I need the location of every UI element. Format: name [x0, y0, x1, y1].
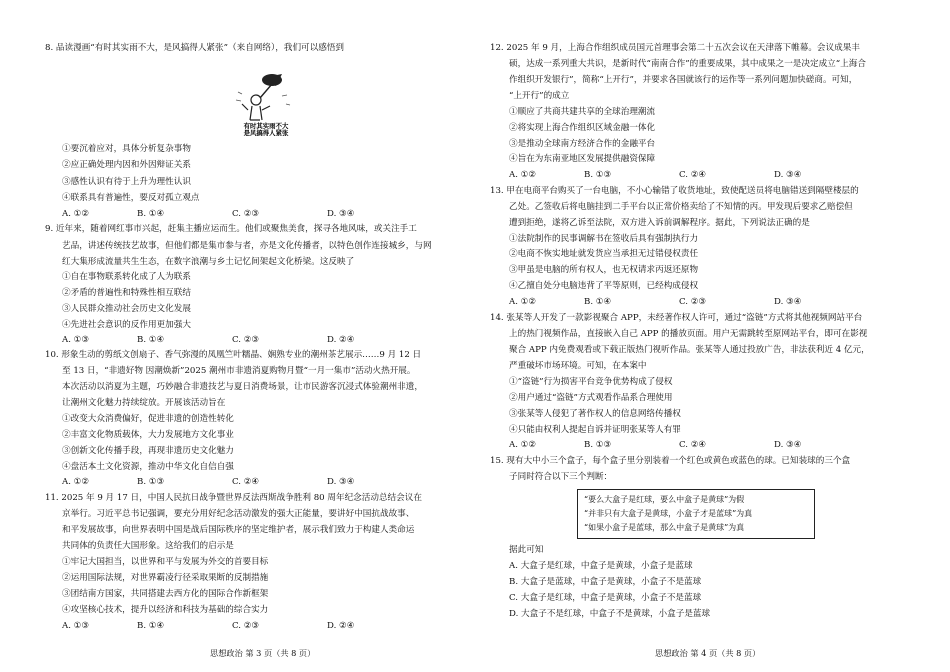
q11-item-4: ④攻坚核心技术，提升以经济和科技为基础的综合实力 [62, 605, 269, 615]
q11-stem-line4: 共同体的负责任大国形象。这给我们的启示是 [62, 541, 234, 551]
q15-conditions-box [577, 489, 815, 539]
q14-item-2: ②用户通过“盗链”方式观看作品系合理使用 [509, 393, 673, 403]
q12-item-2: ②将实现上海合作组织区域金融一体化 [509, 123, 656, 133]
q15-option-a[interactable]: A. 大盒子是红球，中盒子是黄球，小盒子是蓝球 [509, 561, 693, 571]
q13-stem-line2: 乙处。乙签收后将电脑挂到二手平台以正常价格卖给了不知情的丙。甲发现后要求乙赔偿但 [509, 202, 853, 212]
q9-item-3: ③人民群众推动社会历史文化发展 [62, 304, 191, 314]
q9-item-4: ④先进社会意识的反作用更加强大 [62, 320, 191, 330]
q13-option-b[interactable]: B. ①④ [584, 297, 612, 307]
q8-option-a[interactable]: A. ①② [62, 209, 90, 219]
q10-stem-line1: 10. 形象生动的剪纸文创扇子、香气弥漫的凤凰竺叶糯晶、娴熟专业的潮州茶艺展示……9 月 12 日 [45, 350, 422, 360]
q15-condition-2: “并非只有大盒子是黄球，小盒子才是蓝球”为真 [584, 509, 753, 518]
q12-option-c[interactable]: C. ②④ [679, 170, 707, 180]
q13-item-4: ④乙擅自处分电脑违背了平等原则，已经构成侵权 [509, 281, 699, 291]
q10-item-1: ①改变大众消费偏好，促进非遗的创造性转化 [62, 414, 234, 424]
q8-option-c[interactable]: C. ②③ [232, 209, 260, 219]
q14-stem-line2: 上的热门视频作品，直接嵌入自己 APP 的播放页面。用户无需跳转至原网站平台，即可在影视 [509, 329, 868, 339]
cartoon-caption-line1: 有时其实雨不大 [243, 122, 289, 130]
q8-item-2: ②应正确处理内因和外因辩证关系 [62, 160, 191, 170]
q12-stem-line4: “上开行”的成立 [509, 91, 570, 101]
q14-item-4: ④只能由权利人提起自诉并证明张某等人有罪 [509, 425, 681, 435]
q9-stem-line2: 艺品，讲述传统技艺故事，但他们都是集市参与者，亦是文化传播者，以特色创作连接城乡，与网 [62, 241, 432, 251]
q9-item-1: ①自在事物联系转化成了人为联系 [62, 272, 191, 282]
q8-item-4: ④联系具有普遍性，要反对孤立观点 [62, 193, 200, 203]
q11-stem-line2: 京举行。习近平总书记强调，要充分用好纪念活动激发的强大正能量，要讲好中国抗战故事、 [62, 509, 415, 519]
q10-option-c[interactable]: C. ②④ [232, 477, 260, 487]
q15-option-d[interactable]: D. 大盒子不是红球，中盒子不是黄球，小盒子是蓝球 [509, 609, 711, 619]
cartoon-caption-line2: 是风搞得人紧张 [243, 129, 289, 136]
q15-option-c[interactable]: C. 大盒子是红球，中盒子是黄球，小盒子不是蓝球 [509, 593, 702, 603]
q11-item-1: ①牢记大国担当，以世界和平与发展为外交的首要目标 [62, 557, 269, 567]
q12-option-d[interactable]: D. ③④ [774, 170, 802, 180]
q10-option-d[interactable]: D. ③④ [327, 477, 355, 487]
q14-option-a[interactable]: A. ①② [509, 440, 537, 450]
q15-option-b[interactable]: B. 大盒子是蓝球，中盒子是黄球，小盒子不是蓝球 [509, 577, 702, 587]
q14-option-b[interactable]: B. ①③ [584, 440, 612, 450]
q10-item-4: ④盘活本土文化资源，推动中华文化自信自强 [62, 462, 234, 472]
q14-stem-line4: 严重破坏市场环境。可知，在本案中 [509, 361, 647, 371]
q11-stem-line1: 11. 2025 年 9 月 17 日，中国人民抗日战争暨世界反法西斯战争胜利 80 周年纪念活动总结会议在 [45, 493, 422, 503]
q13-item-1: ①法院制作的民事调解书在签收后具有强制执行力 [509, 234, 699, 244]
left-page-footer: 思想政治 第 3 页（共 8 页） [210, 648, 316, 658]
q12-stem-line2: 硕，达成一系列重大共识，是新时代“南南合作”的重要成果，其中成果之一是决定成立“上海合 [509, 59, 866, 69]
q12-stem-line3: 作组织开发银行”，简称“上开行”，并要求各国就该行的运作等一系列问题加快磋商。可知， [509, 75, 858, 85]
q15-stem-line2: 子同时符合以下三个判断： [509, 472, 613, 482]
q13-stem-line1: 13. 甲在电商平台购买了一台电脑，不小心输错了收货地址，致使配送员将电脑错送到隔壁楼层的 [490, 186, 859, 196]
q9-option-d[interactable]: D. ②④ [327, 335, 355, 345]
q8-option-b[interactable]: B. ①④ [137, 209, 165, 219]
q10-stem-line4: 让潮州文化魅力持续绽放。开展该活动旨在 [62, 398, 226, 408]
q14-stem-line3: 聚合 APP 内免费观看或下载正版热门视听作品。张某等人通过投放广告，非法获利近 4 亿元， [509, 345, 870, 355]
q8-item-3: ③感性认识有待于上升为理性认识 [62, 177, 191, 187]
q12-item-1: ①顺应了共商共建共享的全球治理潮流 [509, 107, 656, 117]
q10-option-a[interactable]: A. ①② [62, 477, 90, 487]
q9-stem-line3: 红大集形成流量共生生态，在数字浪潮与乡土记忆间架起文化桥梁。这反映了 [62, 257, 355, 267]
q12-item-4: ④旨在为东南亚地区发展提供融资保障 [509, 154, 656, 164]
q8-item-1: ①要沉着应对，具体分析复杂事物 [62, 144, 191, 154]
q11-option-d[interactable]: D. ②④ [327, 621, 355, 631]
q9-item-2: ②矛盾的普遍性和特殊性相互联结 [62, 288, 191, 298]
q15-stem-line1: 15. 现有大中小三个盒子，每个盒子里分别装着一个红色或黄色或蓝色的球。已知装球的三个盒 [490, 456, 851, 466]
q15-lead: 据此可知 [509, 545, 544, 555]
q8-option-d[interactable]: D. ③④ [327, 209, 355, 219]
q14-option-d[interactable]: D. ③④ [774, 440, 802, 450]
q12-option-b[interactable]: B. ①③ [584, 170, 612, 180]
q14-item-3: ③张某等人侵犯了著作权人的信息网络传播权 [509, 409, 681, 419]
q9-option-c[interactable]: C. ②③ [232, 335, 260, 345]
q11-option-b[interactable]: B. ①④ [137, 621, 165, 631]
q11-option-a[interactable]: A. ①③ [62, 621, 90, 631]
q15-condition-1: “要么大盒子是红球，要么中盒子是黄球”为假 [584, 495, 745, 504]
q14-item-1: ①“盗链”行为损害平台竞争优势构成了侵权 [509, 377, 673, 387]
q13-stem-line3: 遭到拒绝，遂将乙诉至法院，双方进入诉前调解程序。据此，下列说法正确的是 [509, 218, 810, 228]
q13-option-d[interactable]: D. ③④ [774, 297, 802, 307]
q10-stem-line2: 至 13 日，“非遗好物 因潮焕新”2025 潮州市非遗消夏购物月暨“一月一集市”活动火热开展。 [62, 366, 416, 376]
cartoon-umbrella-illustration [232, 66, 300, 136]
right-page-footer: 思想政治 第 4 页（共 8 页） [655, 648, 761, 658]
q12-option-a[interactable]: A. ①② [509, 170, 537, 180]
q10-item-2: ②丰富文化物质载体，大力发展地方文化事业 [62, 430, 234, 440]
q14-option-c[interactable]: C. ②④ [679, 440, 707, 450]
q15-condition-3: “如果小盒子是蓝球，那么中盒子是黄球”为真 [584, 523, 745, 532]
q8-stem: 8. 品读漫画“有时其实雨不大，是风搞得人紧张”（来自网络），我们可以感悟到 [45, 43, 345, 53]
q12-item-3: ③是推动全球南方经济合作的金融平台 [509, 139, 656, 149]
q9-option-b[interactable]: B. ①④ [137, 335, 165, 345]
q9-option-a[interactable]: A. ①③ [62, 335, 90, 345]
q13-option-c[interactable]: C. ②③ [679, 297, 707, 307]
q13-item-2: ②电商不恢实地址就发货应当承担无过错侵权责任 [509, 249, 699, 259]
q10-stem-line3: 本次活动以消夏为主题，巧妙融合非遗技艺与夏日消费场景，让市民游客沉浸式体验潮州非遗， [62, 382, 423, 392]
q11-item-3: ③团结南方国家，共同搭建去西方化的国际合作新框架 [62, 589, 269, 599]
q10-item-3: ③创新文化传播手段，再现非遗历史文化魅力 [62, 446, 234, 456]
q10-option-b[interactable]: B. ①③ [137, 477, 165, 487]
q12-stem-line1: 12. 2025 年 9 月，上海合作组织成员国元首理事会第二十五次会议在天津落下帷幕。会议成果丰 [490, 43, 860, 53]
q14-stem-line1: 14. 张某等人开发了一款影视聚合 APP，未经著作权人许可，通过“盗链”方式将其他视频网站平台 [490, 313, 863, 323]
q13-item-3: ③甲虽是电脑的所有权人，也无权请求丙返还原物 [509, 265, 699, 275]
q11-stem-line3: 和平发展故事，向世界表明中国是战后国际秩序的坚定维护者，展示我们致力于构建人类命运 [62, 525, 415, 535]
q11-option-c[interactable]: C. ②③ [232, 621, 260, 631]
q13-option-a[interactable]: A. ①② [509, 297, 537, 307]
q9-stem-line1: 9. 近年来，随着网红事市兴起，赶集主播应运而生。他们或聚焦美食，探寻各地风味，或关注手工 [45, 224, 417, 234]
q11-item-2: ②运用国际法规，对世界霸凌行径采取果断的反制措施 [62, 573, 269, 583]
